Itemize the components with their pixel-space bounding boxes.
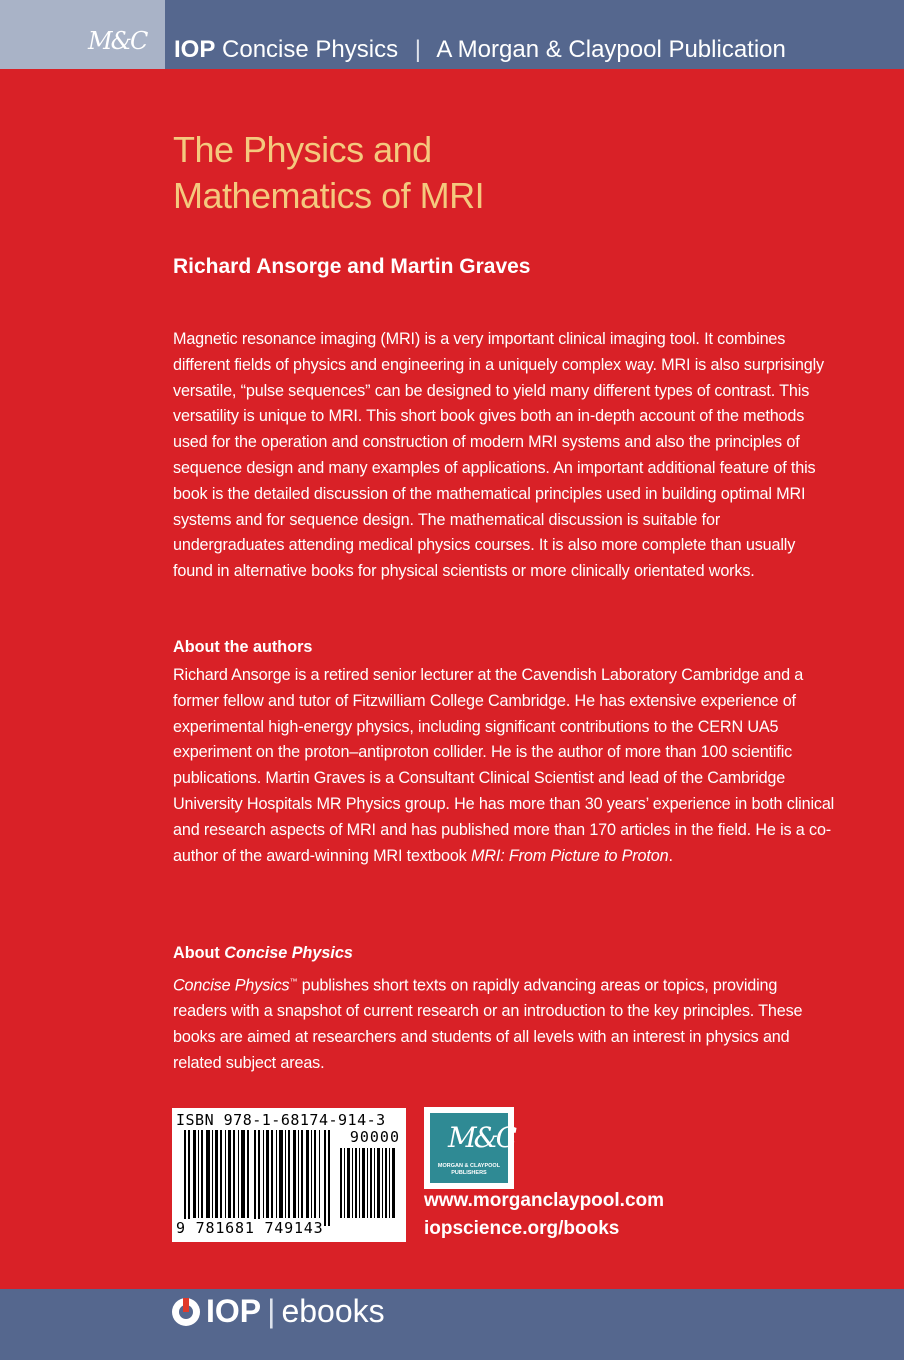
publisher-logo-panel xyxy=(430,1113,515,1183)
iopscience-link[interactable]: iopscience.org/books xyxy=(424,1218,620,1239)
publisher-logo-name xyxy=(430,1163,508,1177)
publisher-name-line-1: MORGAN & CLAYPOOL xyxy=(437,1163,501,1169)
logo-separator: | xyxy=(267,1293,276,1329)
bottom-banner xyxy=(0,1289,904,1360)
isbn-barcode xyxy=(172,1108,406,1242)
ebooks-text: ebooks xyxy=(281,1293,385,1329)
about-concise-heading xyxy=(173,944,353,963)
publisher-logo xyxy=(424,1107,514,1189)
concise-brand: Concise Physics xyxy=(173,976,290,995)
mc-logo-text: M&C xyxy=(88,27,147,55)
iop-logo-text: IOP xyxy=(206,1293,262,1329)
mc-logo-mark xyxy=(88,27,146,55)
iop-ebooks-logo xyxy=(172,1293,385,1330)
series-line xyxy=(174,36,786,64)
book-authors: Richard Ansorge and Martin Graves xyxy=(173,255,531,278)
publication-line: A Morgan & Claypool Publication xyxy=(436,36,786,63)
series-name: Concise Physics xyxy=(222,36,399,63)
about-authors-text xyxy=(173,663,835,869)
series-brand: IOP xyxy=(174,36,216,63)
about-concise-italic: Concise Physics xyxy=(224,944,353,962)
iop-globe-icon xyxy=(172,1298,200,1326)
series-separator: | xyxy=(414,36,421,63)
about-concise-body: publishes short texts on rapidly advancing areas or topics, providing readers with a snapshot of current research or an introduction to the key principles. These books are aimed at researchers and students of all levels with an interest in physics and related subject areas. xyxy=(173,976,803,1072)
about-concise-text xyxy=(173,969,835,1077)
trademark-symbol: ™ xyxy=(289,977,298,986)
book-description: Magnetic resonance imaging (MRI) is a very important clinical imaging tool. It combines different fields of physics and engineering in a uniquely complex way. MRI is also surprisingly versatile, “pulse sequences” can be designed to yield many different types of contrast. This versatility is unique to MRI. This short book gives both an in-depth account of the methods used for the operation and construction of modern MRI systems and also the principles of sequence design and many examples of applications. An important additional feature of this book is the detailed discussion of the mathematical principles used in building optimal MRI systems and for sequence design. The mathematical discussion is suitable for undergraduates attending medical physics courses. It is also more complete than usually found in alternative books for physical scientists or more clinically orientated works. xyxy=(173,330,824,581)
publisher-logo-letters: M&C xyxy=(448,1121,515,1154)
ean-digits: 9 781681 749143 xyxy=(176,1219,324,1237)
addon-barcode-bars xyxy=(340,1148,398,1218)
top-logo-box xyxy=(0,0,165,69)
publisher-name-line-2: PUBLISHERS xyxy=(451,1170,487,1176)
isbn-text: ISBN 978-1-68174-914-3 xyxy=(176,1111,386,1129)
price-code: 90000 xyxy=(349,1128,400,1146)
book-title xyxy=(173,127,484,219)
textbook-title: MRI: From Picture to Proton xyxy=(470,846,669,865)
about-concise-prefix: About xyxy=(173,944,225,962)
about-authors-heading: About the authors xyxy=(173,638,313,656)
barcode-bars xyxy=(184,1130,334,1226)
title-line-2: Mathematics of MRI xyxy=(173,175,485,216)
morganclaypool-link[interactable]: www.morganclaypool.com xyxy=(424,1190,665,1211)
about-authors-body: Richard Ansorge is a retired senior lecturer at the Cavendish Laboratory Cambridge and a former fellow and tutor of Fitzwilliam College Cambridge. He has extensive experience of experimental high-energy physics, including significant contributions to the CERN UA5 experiment on the proton–antiproton collider. He is the author of more than 100 scientific publications. Martin Graves is a Consultant Clinical Scientist and lead of the Cambridge University Hospitals MR Physics group. He has more than 30 years’ experience in both clinical and research aspects of MRI and has published more than 170 articles in the field. He is a co-author of the award-winning MRI textbook xyxy=(173,666,835,865)
about-authors-end: . xyxy=(668,846,673,865)
title-line-1: The Physics and xyxy=(173,129,432,170)
